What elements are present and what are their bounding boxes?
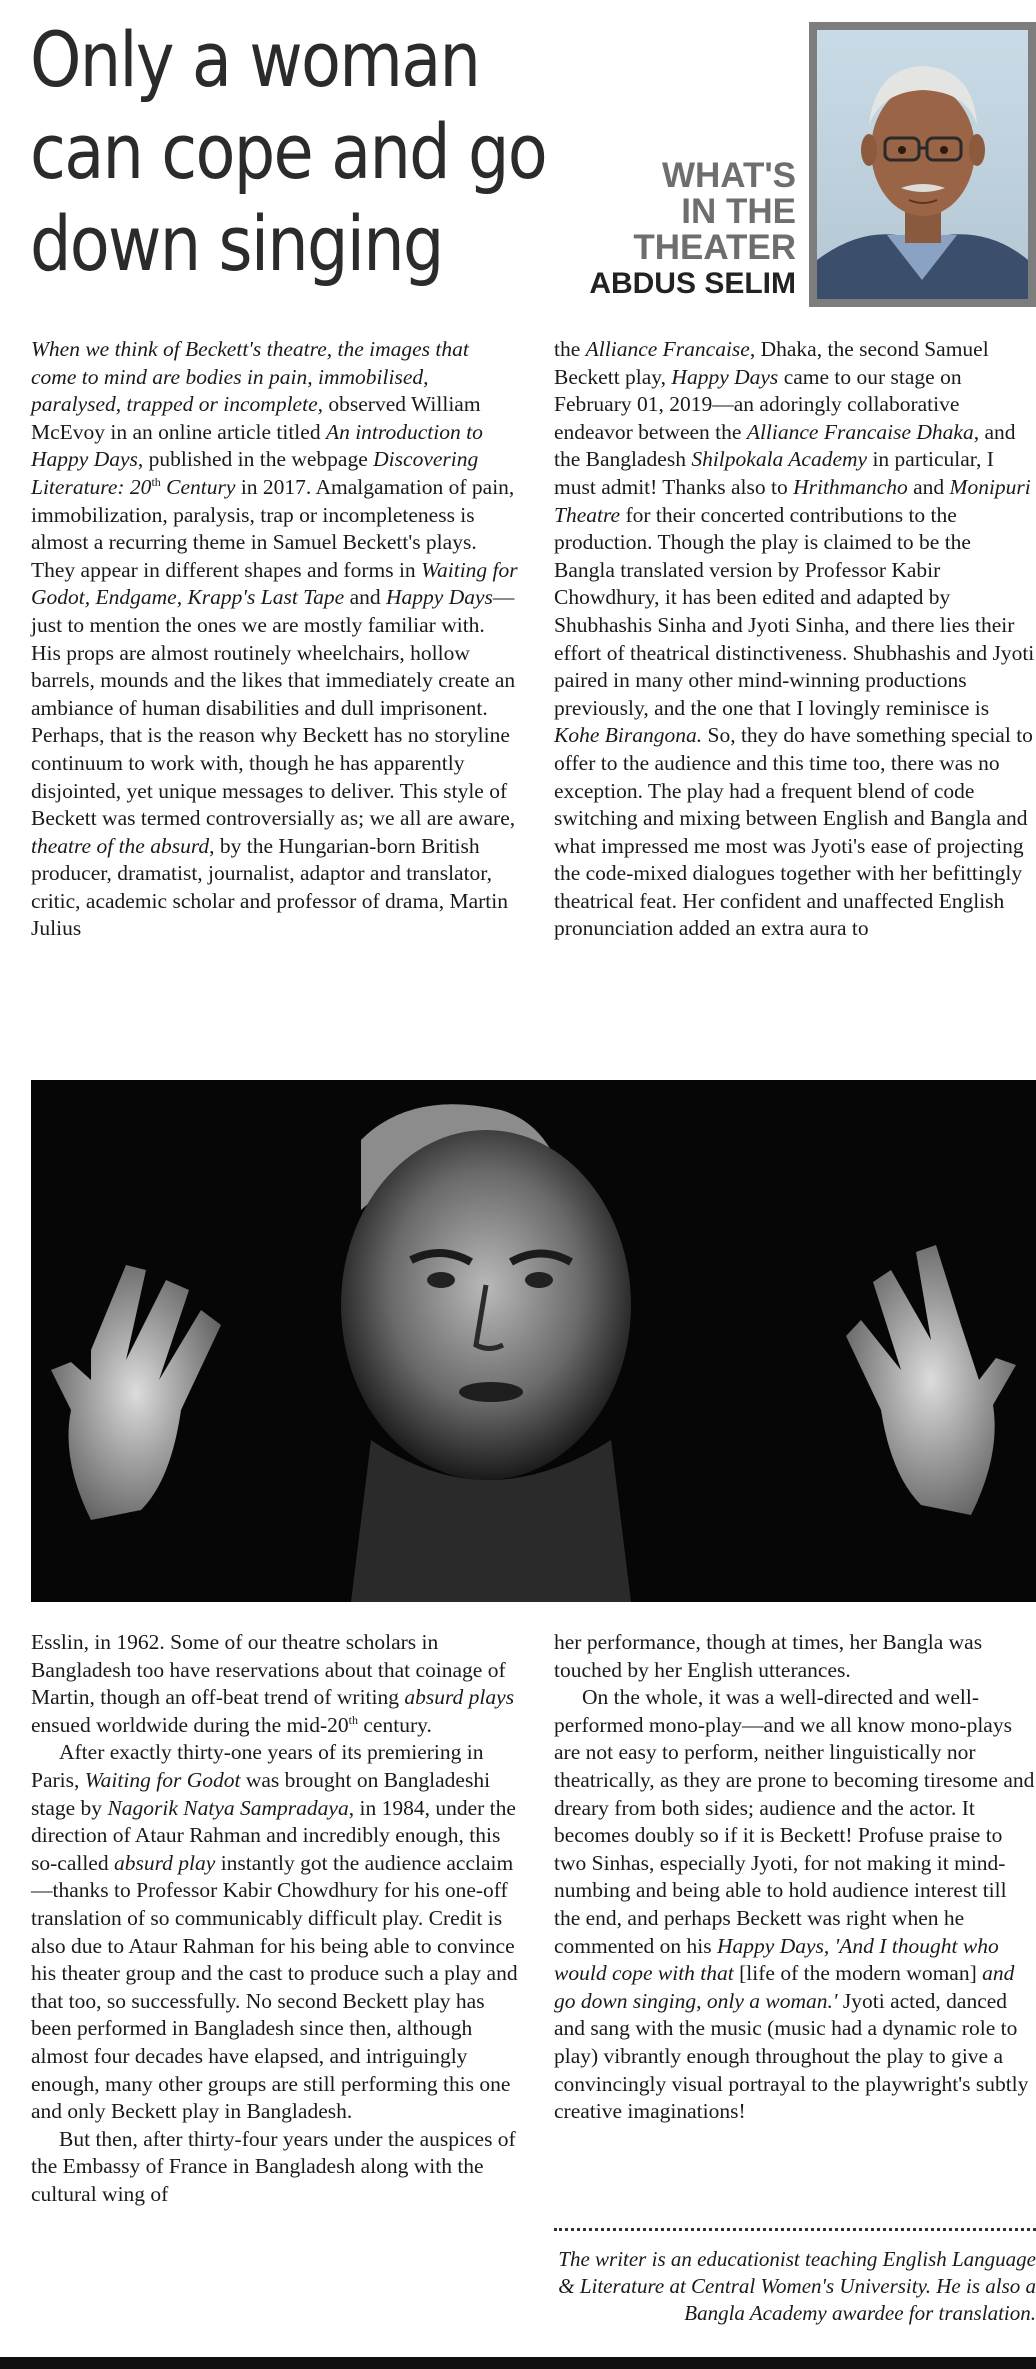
text-span: Esslin, in 1962. Some of our theatre scholars in Bangladesh too have reservations about that coinage of Martin, though an off-beat trend of writing <box>31 1630 506 1710</box>
headline-line-2: can cope and go <box>30 107 547 196</box>
term-italic: theatre of the absurd <box>31 833 210 858</box>
page-bottom-rule <box>0 2357 1036 2369</box>
text-span: , by the Hungarian-born British producer, dramatist, journalist, adaptor and translator, critic, academic scholar and professor of drama, Martin Julius <box>31 833 508 941</box>
text-span: , published in the webpage <box>137 447 374 472</box>
text-span: Jyoti acted, danced and sang with the music (music had a dynamic role to play) vibrantly enough throughout the play to give a convincingly visual portrayal to the playwright's subtly creative imaginations! <box>554 1988 1029 2124</box>
paragraph <box>31 336 518 943</box>
paragraph: her performance, though at times, her Bangla was touched by her English utterances. <box>554 1630 983 1682</box>
article-title-italic: An introduction to Happy Days <box>31 419 483 472</box>
org-name-italic: Monipuri Theatre <box>554 474 1031 527</box>
quote-italic: and go down singing, only a woman.' <box>554 1961 1015 2013</box>
dotted-divider <box>554 2228 1036 2231</box>
text-span: for their concerted contributions to the production. Though the play is claimed to be the Bangla translated version by Professor Kabir Chowdhury, it has been edited and adapted by Shubhashis Sinha and Jyoti Sinha, and there lies their effort of theatrical distinctiveness. Shubhashis and Jyoti paired in many other mind-winning productions previously, and the one that I lovingly reminisce is <box>554 502 1035 720</box>
play-titles-italic: Waiting for Godot, Endgame, Krapp's Last Tape <box>31 557 518 610</box>
author-portrait-image <box>817 30 1028 299</box>
author-credit: The writer is an educationist teaching English Language & Literature at Central Women's University. He is also a Bangla Academy awardee for translation. <box>558 2247 1036 2325</box>
beckett-photo <box>31 1080 1036 1602</box>
superscript: th <box>348 1712 359 1727</box>
org-name-italic: Shilpokala Academy <box>691 447 868 472</box>
text-span: in particular, I must admit! Thanks also to <box>554 447 994 499</box>
article-column-bottom-left <box>31 1629 518 2208</box>
text-span: the <box>554 337 586 361</box>
superscript: th <box>151 474 161 489</box>
text-span: came to our stage on February 01, 2019—an adoringly collaborative endeavor between the <box>554 364 962 444</box>
text-span: and <box>344 585 386 610</box>
headline-line-3: down singing <box>30 199 443 288</box>
text-span: On the whole, it was a well-directed and well-performed mono-play—and we all know mono-plays are not easy to perform, neither linguistically nor theatrically, as they are prone to becoming tiresome and dreary from both sides; audience and the actor. It becomes doubly so if it is Beckett! Profuse praise to two Sinhas, especially Jyoti, for not making it mind-numbing and being able to hold audience interest till the end, and perhaps Beckett was right when he commented on his <box>554 1685 1035 1958</box>
author-byline: ABDUS SELIM <box>589 267 796 300</box>
opening-quote: When we think of Beckett's theatre, the images that come to mind are bodies in pain, immobilised, paralysed, trapped or incomplete, <box>31 337 469 417</box>
text-span: in 2017. Amalgamation of pain, immobilization, paralysis, trap or incompleteness is almost a recurring theme in Samuel Beckett's plays. They appear in different shapes and forms in <box>31 474 515 582</box>
text-span: century. <box>358 1712 432 1737</box>
org-name-italic: Hrithmancho <box>793 474 908 499</box>
org-name-italic: Alliance Francaise Dhaka <box>746 419 974 444</box>
text-span: and <box>907 474 950 499</box>
text-span: , and the Bangladesh <box>554 419 1016 472</box>
paragraph <box>554 336 1036 943</box>
beckett-photo-image <box>31 1080 1036 1602</box>
website-title-italic: Discovering Literature: 20 <box>31 447 479 499</box>
play-title-italic: Waiting for Godot <box>84 1767 241 1792</box>
column-tag-line-1: WHAT'S <box>661 156 796 195</box>
play-title-italic: Happy Days <box>671 364 779 389</box>
article-column-top-left <box>31 336 518 943</box>
paragraph <box>31 1629 518 1739</box>
text-span: was brought on Bangladeshi stage by <box>31 1767 491 1820</box>
author-portrait <box>809 22 1036 307</box>
website-title-italic: Century <box>166 474 236 499</box>
term-italic: absurd play <box>113 1850 216 1875</box>
column-tag-line-2: IN THE <box>681 192 796 231</box>
org-name-italic: Alliance Francaise <box>585 337 750 361</box>
headline-line-1: Only a woman <box>30 15 480 104</box>
quote-italic: Happy Days, 'And I thought who would cope with that <box>554 1933 999 1986</box>
text-span: So, they do have something special to offer to the audience and this time too, there was no exception. The play had a frequent blend of code switching and mixing between English and Bangla and what impressed me most was Jyoti's ease of projecting the code-mixed dialogues together with her befittingly theatrical feat. Her confident and unaffected English pronunciation added an extra aura to <box>554 723 1033 941</box>
column-tag-line-3: THEATER <box>633 228 796 267</box>
paragraph <box>554 1684 1036 2126</box>
text-span: observed William McEvoy in an online article titled <box>31 392 481 444</box>
text-span: [life of the modern woman] <box>733 1961 983 1986</box>
paragraph <box>31 1739 518 2125</box>
text-span: , in 1984, under the direction of Ataur Rahman and incredibly enough, this so-called <box>31 1795 516 1875</box>
play-title-italic: Kohe Birangona. <box>554 723 703 748</box>
group-name-italic: Nagorik Natya Sampradaya <box>107 1795 349 1820</box>
play-title-italic: Happy Days <box>386 585 493 610</box>
text-span: —just to mention the ones we are mostly familiar with. His props are almost routinely wheelchairs, hollow barrels, mounds and the likes that immediately create an ambiance of human disabilities and dull imprisonent. Perhaps, that is the reason why Beckett has no storyline continuum to work with, though he has apparently disjointed, yet unique messages to deliver. This style of Beckett was termed controversially as; we all are aware, <box>31 585 516 831</box>
article-column-top-right <box>554 336 1036 943</box>
column-tag <box>576 158 796 302</box>
paragraph: But then, after thirty-four years under the auspices of the Embassy of France in Bangladesh along with the cultural wing of <box>31 2126 516 2206</box>
headline <box>30 14 547 290</box>
text-span: ensued worldwide during the mid-20 <box>31 1712 349 1737</box>
text-span: instantly got the audience acclaim—thanks to Professor Kabir Chowdhury for his one-off translation of so communicably difficult play. Credit is also due to Ataur Rahman for his being able to convince his theater group and the cast to produce such a play and that too, so successfully. No second Beckett play has been performed in Bangladesh since then, although almost four decades have elapsed, and intriguingly enough, many other groups are still performing this one and only Beckett play in Bangladesh. <box>31 1850 518 2124</box>
term-italic: absurd plays <box>404 1685 515 1710</box>
text-span: , Dhaka, the second Samuel Beckett play, <box>554 337 989 389</box>
text-span: After exactly thirty-one years of its premiering in Paris, <box>31 1740 484 1792</box>
article-column-bottom-right <box>554 1629 1036 2126</box>
